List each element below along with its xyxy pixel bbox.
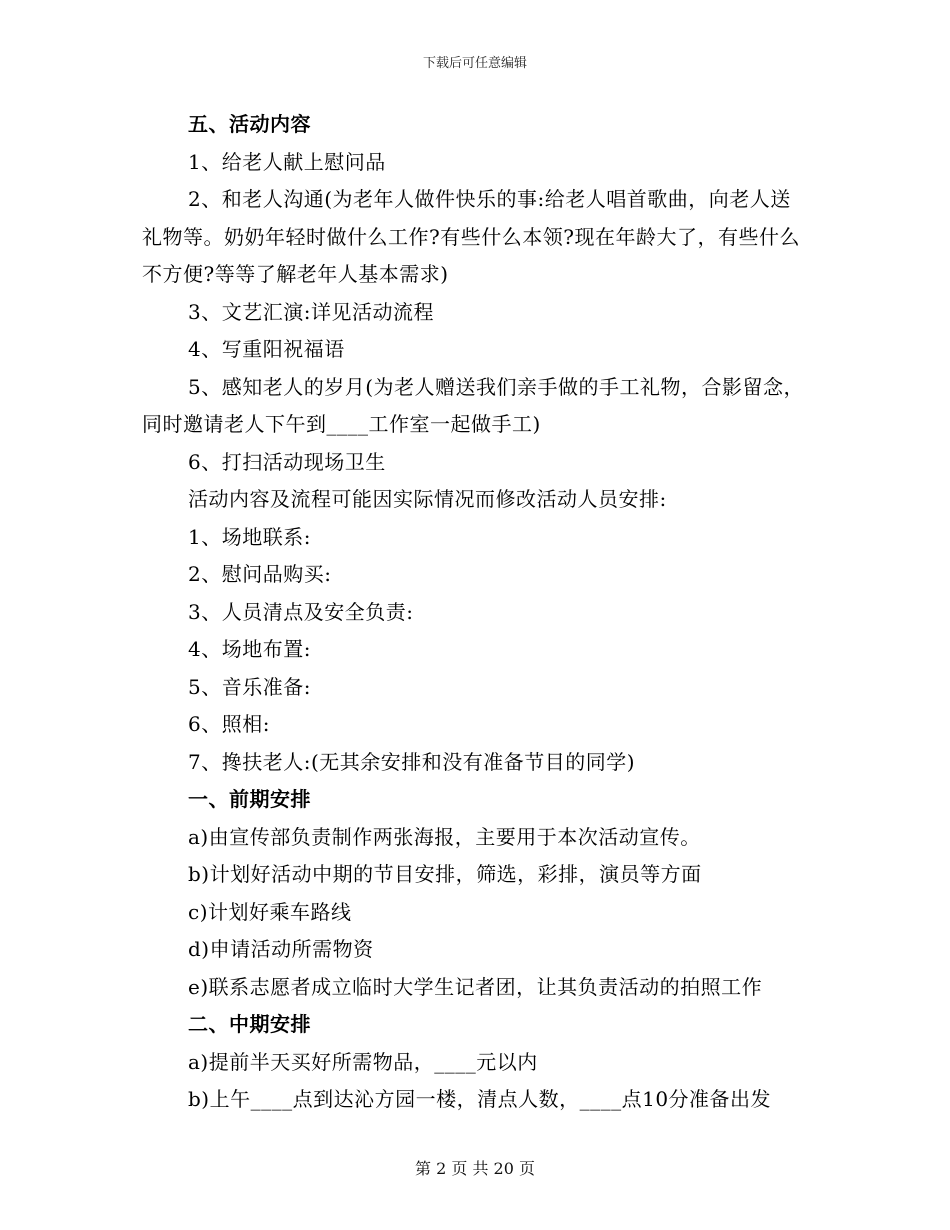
paragraph: 5、感知老人的岁月(为老人赠送我们亲手做的手工礼物，合影留念，同时邀请老人下午到____工作室一起做手工): [142, 374, 805, 436]
paragraph: e)联系志愿者成立临时大学生记者团，让其负责活动的拍照工作: [188, 974, 763, 999]
paragraph: 2、和老人沟通(为老年人做件快乐的事:给老人唱首歌曲，向老人送礼物等。奶奶年轻时做什么工作?有些什么本领?现在年龄大了，有些什么不方便?等等了解老年人基本需求): [142, 187, 800, 286]
paragraph: 1、场地联系:: [188, 524, 311, 549]
paragraph: 6、照相:: [188, 712, 270, 736]
section-heading: 五、活动内容: [188, 112, 311, 136]
paragraph: 3、人员清点及安全负责:: [188, 599, 414, 624]
paragraph: b)计划好活动中期的节目安排，筛选，彩排，演员等方面: [188, 862, 702, 886]
page-footer: 第 2 页 共 20 页: [415, 1159, 535, 1178]
paragraph: 4、场地布置:: [188, 637, 311, 661]
paragraph: d)申请活动所需物资: [188, 937, 374, 961]
paragraph: 3、文艺汇演:详见活动流程: [188, 299, 434, 324]
paragraph: a)由宣传部负责制作两张海报，主要用于本次活动宣传。: [188, 824, 701, 849]
paragraph: 2、慰问品购买:: [188, 562, 332, 586]
paragraph: 4、写重阳祝福语: [188, 337, 345, 361]
paragraph: 1、给老人献上慰问品: [188, 149, 386, 174]
paragraph: 5、音乐准备:: [188, 674, 311, 699]
document-body: [142, 106, 810, 1119]
paragraph: b)上午____点到达沁方园一楼，清点人数，____点10分准备出发: [188, 1087, 772, 1111]
page-header: 下载后可任意编辑: [422, 56, 527, 71]
paragraph: c)计划好乘车路线: [188, 899, 352, 924]
paragraph: 7、搀扶老人:(无其余安排和没有准备节目的同学): [188, 749, 636, 774]
section-heading: 二、中期安排: [188, 1012, 311, 1036]
paragraph: 活动内容及流程可能因实际情况而修改活动人员安排:: [188, 487, 667, 511]
section-heading: 一、前期安排: [188, 787, 311, 811]
paragraph: a)提前半天买好所需物品，____元以内: [188, 1049, 538, 1074]
paragraph: 6、打扫活动现场卫生: [188, 449, 386, 474]
